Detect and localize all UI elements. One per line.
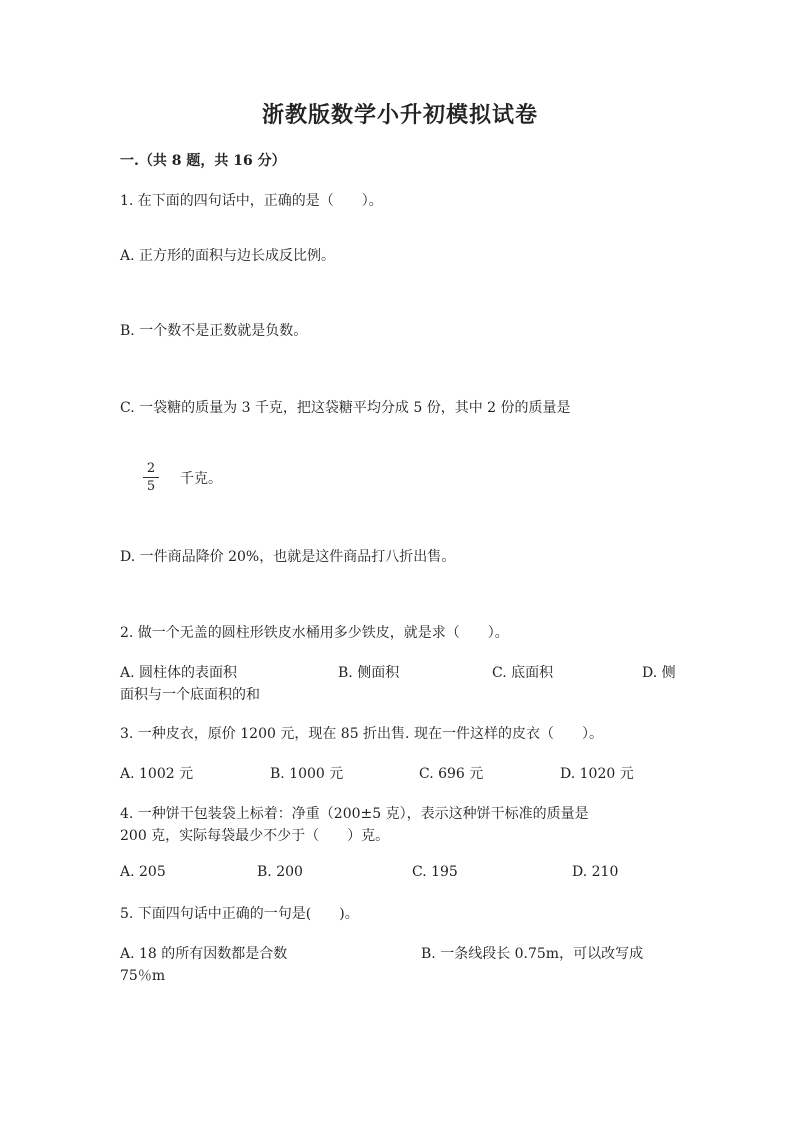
question-1-option-c-tail: 千克。 bbox=[180, 471, 222, 487]
question-2-option-d-continued: 面积与一个底面积的和 bbox=[120, 687, 260, 703]
question-4-option-d: D. 210 bbox=[572, 864, 619, 880]
question-5-option-b: B. 一条线段长 0.75m，可以改写成 bbox=[421, 946, 644, 962]
question-1-option-b: B. 一个数不是正数就是负数。 bbox=[120, 323, 308, 339]
section-header: 一.（共 8 题，共 16 分） bbox=[120, 153, 286, 169]
question-5-option-b-continued: 75％m bbox=[120, 968, 166, 984]
question-3-option-c: C. 696 元 bbox=[419, 766, 484, 782]
question-4-option-c: C. 195 bbox=[412, 864, 458, 880]
question-4-stem-line-2: 200 克，实际每袋最少不少于（ ）克。 bbox=[120, 828, 390, 844]
question-5-option-a: A. 18 的所有因数都是合数 bbox=[120, 946, 288, 962]
fraction-numerator: 2 bbox=[146, 461, 156, 476]
question-3-stem: 3. 一种皮衣，原价 1200 元，现在 85 折出售. 现在一件这样的皮衣（ ）。 bbox=[120, 726, 603, 742]
question-1-option-d: D. 一件商品降价 20%，也就是这件商品打八折出售。 bbox=[120, 549, 456, 565]
question-3-option-b: B. 1000 元 bbox=[270, 766, 344, 782]
question-4-option-a: A. 205 bbox=[120, 864, 166, 880]
question-4-stem-line-1: 4. 一种饼干包装袋上标着：净重（200±5 克），表示这种饼干标准的质量是 bbox=[120, 806, 589, 822]
page-title: 浙教版数学小升初模拟试卷 bbox=[261, 102, 538, 128]
question-2-stem: 2. 做一个无盖的圆柱形铁皮水桶用多少铁皮，就是求（ ）。 bbox=[120, 625, 509, 641]
question-2-option-a: A. 圆柱体的表面积 bbox=[120, 665, 238, 681]
question-5-stem: 5. 下面四句话中正确的一句是( )。 bbox=[120, 906, 359, 922]
question-1-option-a: A. 正方形的面积与边长成反比例。 bbox=[120, 248, 336, 264]
fraction-bar bbox=[143, 477, 159, 478]
fraction-two-fifths bbox=[143, 461, 159, 494]
question-4-option-b: B. 200 bbox=[257, 864, 303, 880]
question-2-option-b: B. 侧面积 bbox=[338, 665, 400, 681]
question-1-option-c: C. 一袋糖的质量为 3 千克，把这袋糖平均分成 5 份，其中 2 份的质量是 bbox=[120, 400, 571, 416]
fraction-denominator: 5 bbox=[146, 479, 156, 494]
question-3-option-d: D. 1020 元 bbox=[560, 766, 634, 782]
question-3-option-a: A. 1002 元 bbox=[120, 766, 194, 782]
question-1-stem: 1. 在下面的四句话中，正确的是（ ）。 bbox=[120, 193, 383, 209]
question-2-option-c: C. 底面积 bbox=[492, 665, 554, 681]
question-2-option-d: D. 侧 bbox=[642, 665, 676, 681]
